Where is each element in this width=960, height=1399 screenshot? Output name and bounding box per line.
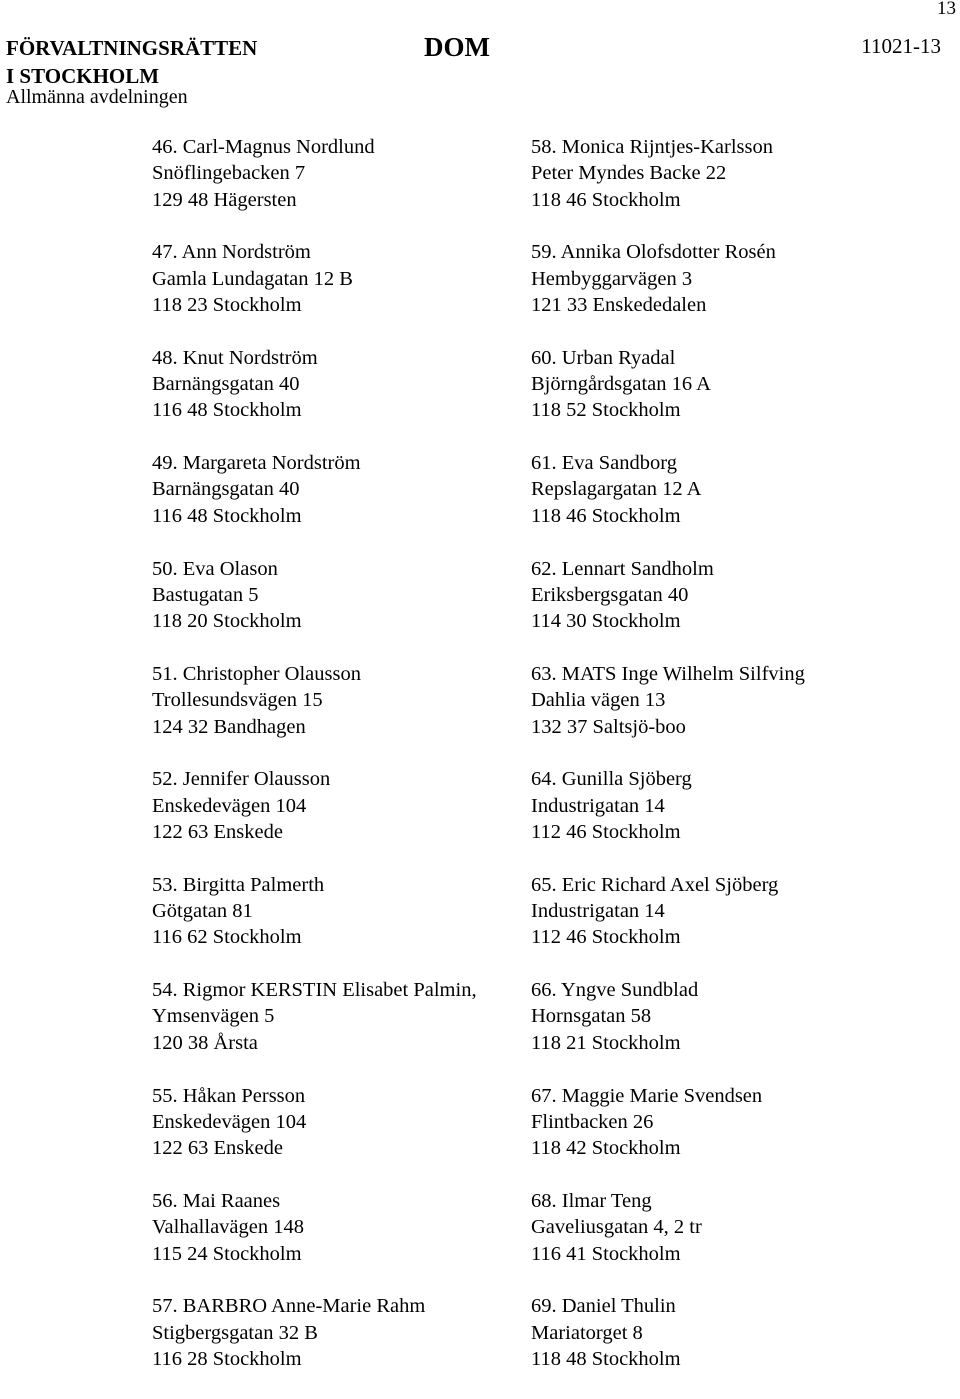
- court-name: [6, 34, 257, 90]
- person-name: 46. Carl-Magnus Nordlund: [152, 136, 375, 158]
- person-name: 60. Urban Ryadal: [531, 346, 676, 369]
- street-address: Industrigatan 14: [531, 794, 665, 817]
- postal-address: 132 37 Saltsjö-boo: [531, 715, 686, 738]
- address-entry: [152, 661, 477, 740]
- address-entry: [531, 872, 805, 951]
- address-entry: [152, 1188, 477, 1267]
- address-entry: [531, 556, 805, 635]
- postal-address: 118 48 Stockholm: [531, 1347, 681, 1370]
- street-address: Dahlia vägen 13: [531, 689, 666, 712]
- street-address: Valhallavägen 148: [152, 1216, 304, 1239]
- person-name: 58. Monica Rijntjes-Karlsson: [531, 136, 773, 158]
- address-entry: [531, 345, 805, 424]
- street-address: Mariatorget 8: [531, 1321, 643, 1344]
- postal-address: 112 46 Stockholm: [531, 926, 681, 949]
- address-entry: [531, 239, 805, 318]
- street-address: Ymsenvägen 5: [152, 1005, 275, 1028]
- address-entry: [531, 1293, 805, 1372]
- document-title: DOM: [424, 32, 490, 62]
- person-name: 53. Birgitta Palmerth: [152, 873, 325, 896]
- street-address: Flintbacken 26: [531, 1110, 654, 1133]
- person-name: 57. BARBRO Anne-Marie Rahm: [152, 1295, 426, 1318]
- court-name-line1: FÖRVALTNINGSRÄTTEN: [6, 36, 258, 60]
- person-name: 62. Lennart Sandholm: [531, 557, 714, 580]
- address-entry: [152, 239, 477, 318]
- page-number: 13: [937, 0, 956, 19]
- street-address: Eriksbergsgatan 40: [531, 583, 689, 606]
- street-address: Götgatan 81: [152, 900, 253, 923]
- person-name: 50. Eva Olason: [152, 557, 278, 580]
- right-address-column: [531, 134, 805, 1399]
- street-address: Trollesundsvägen 15: [152, 689, 323, 712]
- person-name: 65. Eric Richard Axel Sjöberg: [531, 873, 779, 896]
- person-name: 56. Mai Raanes: [152, 1189, 281, 1212]
- postal-address: 114 30 Stockholm: [531, 610, 681, 633]
- postal-address: 121 33 Enskededalen: [531, 293, 707, 316]
- postal-address: 118 23 Stockholm: [152, 293, 302, 316]
- person-name: 52. Jennifer Olausson: [152, 768, 331, 791]
- street-address: Repslagargatan 12 A: [531, 478, 702, 501]
- department-name: Allmänna avdelningen: [6, 86, 188, 108]
- postal-address: 118 46 Stockholm: [531, 188, 681, 211]
- address-entry: [531, 1083, 805, 1162]
- person-name: 55. Håkan Persson: [152, 1084, 306, 1107]
- postal-address: 122 63 Enskede: [152, 1137, 283, 1160]
- person-name: 59. Annika Olofsdotter Rosén: [531, 241, 776, 264]
- person-name: 61. Eva Sandborg: [531, 452, 677, 475]
- person-name: 63. MATS Inge Wilhelm Silfving: [531, 662, 805, 685]
- person-name: 67. Maggie Marie Svendsen: [531, 1084, 763, 1107]
- street-address: Bastugatan 5: [152, 583, 259, 606]
- postal-address: 124 32 Bandhagen: [152, 715, 306, 738]
- street-address: Enskedevägen 104: [152, 1110, 307, 1133]
- court-name-line2: I STOCKHOLM: [6, 64, 160, 88]
- street-address: Enskedevägen 104: [152, 794, 307, 817]
- street-address: Barnängsgatan 40: [152, 478, 300, 501]
- address-entry: [152, 345, 477, 424]
- address-entry: [531, 661, 805, 740]
- postal-address: 116 48 Stockholm: [152, 399, 302, 422]
- postal-address: 118 42 Stockholm: [531, 1137, 681, 1160]
- postal-address: 120 38 Årsta: [152, 1031, 258, 1054]
- street-address: Industrigatan 14: [531, 900, 665, 923]
- person-name: 51. Christopher Olausson: [152, 662, 361, 685]
- street-address: Gamla Lundagatan 12 B: [152, 267, 353, 290]
- street-address: Peter Myndes Backe 22: [531, 162, 727, 185]
- postal-address: 118 21 Stockholm: [531, 1031, 681, 1054]
- person-name: 64. Gunilla Sjöberg: [531, 768, 692, 791]
- person-name: 66. Yngve Sundblad: [531, 979, 699, 1002]
- street-address: Snöflingebacken 7: [152, 162, 306, 185]
- address-entry: [152, 556, 477, 635]
- address-entry: [152, 766, 477, 845]
- person-name: 69. Daniel Thulin: [531, 1295, 676, 1318]
- address-entry: [152, 872, 477, 951]
- postal-address: 116 28 Stockholm: [152, 1347, 302, 1370]
- address-entry: [531, 134, 805, 213]
- street-address: Hembyggarvägen 3: [531, 267, 693, 290]
- street-address: Stigbergsgatan 32 B: [152, 1321, 318, 1344]
- left-address-column: [152, 134, 477, 1399]
- person-name: 68. Ilmar Teng: [531, 1189, 652, 1212]
- address-entry: [152, 1293, 477, 1372]
- address-entry: [531, 1188, 805, 1267]
- postal-address: 118 20 Stockholm: [152, 610, 302, 633]
- street-address: Hornsgatan 58: [531, 1005, 652, 1028]
- postal-address: 118 46 Stockholm: [531, 504, 681, 527]
- person-name: 49. Margareta Nordström: [152, 452, 361, 475]
- address-entry: [152, 134, 477, 213]
- postal-address: 122 63 Enskede: [152, 820, 283, 843]
- person-name: 48. Knut Nordström: [152, 346, 318, 369]
- address-entry: [152, 1083, 477, 1162]
- person-name: 47. Ann Nordström: [152, 241, 311, 264]
- person-name: 54. Rigmor KERSTIN Elisabet Palmin,: [152, 979, 477, 1002]
- postal-address: 116 62 Stockholm: [152, 926, 302, 949]
- address-entry: [531, 450, 805, 529]
- address-entry: [531, 977, 805, 1056]
- postal-address: 129 48 Hägersten: [152, 188, 297, 211]
- postal-address: 116 41 Stockholm: [531, 1242, 681, 1265]
- postal-address: 118 52 Stockholm: [531, 399, 681, 422]
- street-address: Barnängsgatan 40: [152, 373, 300, 396]
- postal-address: 112 46 Stockholm: [531, 820, 681, 843]
- address-entry: [152, 977, 477, 1056]
- street-address: Björngårdsgatan 16 A: [531, 373, 711, 396]
- postal-address: 116 48 Stockholm: [152, 504, 302, 527]
- postal-address: 115 24 Stockholm: [152, 1242, 302, 1265]
- street-address: Gaveliusgatan 4, 2 tr: [531, 1216, 702, 1239]
- address-entry: [531, 766, 805, 845]
- case-number: 11021-13: [861, 34, 941, 58]
- address-entry: [152, 450, 477, 529]
